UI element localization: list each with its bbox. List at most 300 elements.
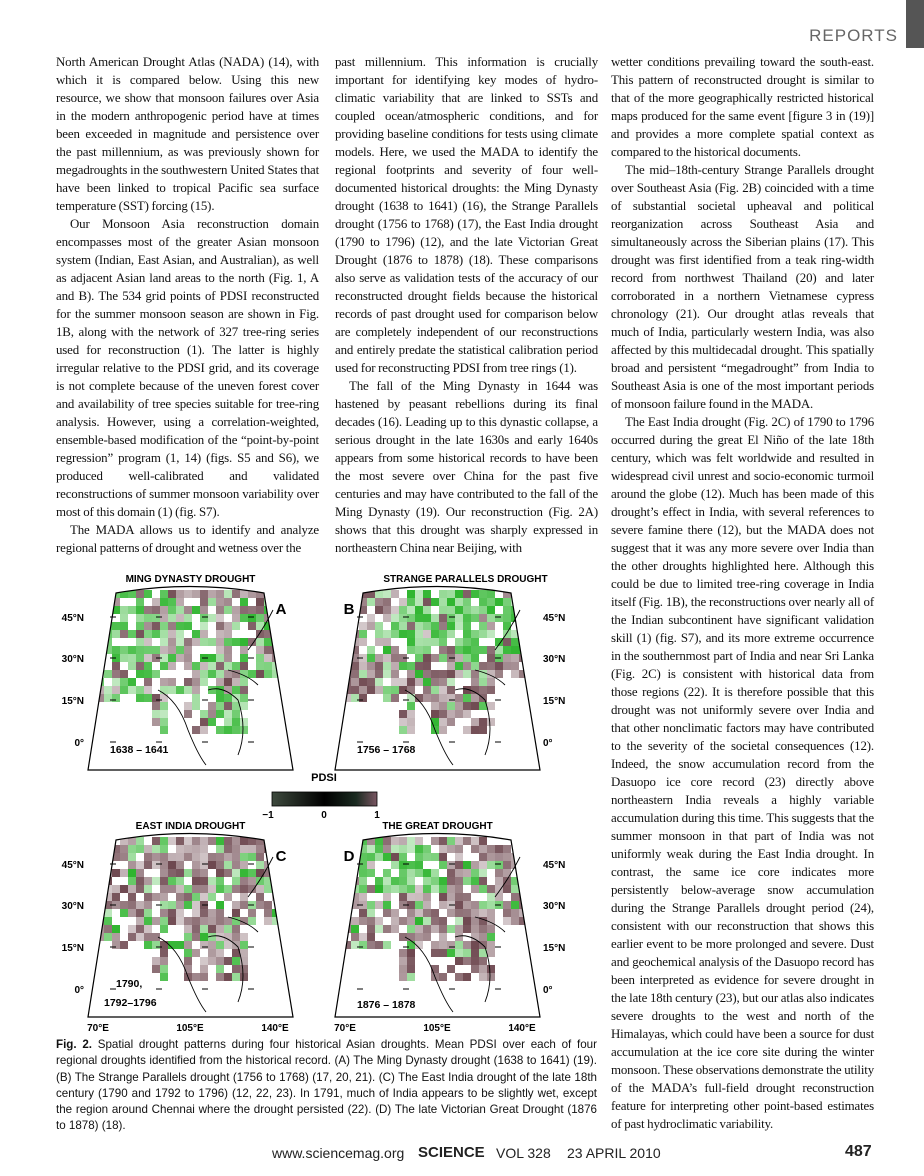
pdsi-cell [439, 925, 447, 933]
pdsi-cell [224, 973, 232, 981]
pdsi-cell [455, 598, 463, 606]
pdsi-cell [96, 837, 104, 845]
pdsi-cell [128, 845, 136, 853]
pdsi-cell [288, 885, 296, 893]
pdsi-cell [184, 614, 192, 622]
pdsi-cell [160, 965, 168, 973]
pdsi-cell [415, 678, 423, 686]
pdsi-cell [168, 869, 176, 877]
pdsi-cell [415, 901, 423, 909]
pdsi-cell [343, 654, 351, 662]
pdsi-cell [216, 702, 224, 710]
pdsi-cell [487, 933, 495, 941]
pdsi-cell [200, 853, 208, 861]
pdsi-cell [96, 630, 104, 638]
panel-letter: C [275, 848, 287, 865]
pdsi-cell [367, 901, 375, 909]
pdsi-cell [144, 917, 152, 925]
pdsi-cell [391, 590, 399, 598]
pdsi-cell [527, 606, 535, 614]
pdsi-cell [439, 630, 447, 638]
pdsi-cell [471, 869, 479, 877]
pdsi-cell [280, 837, 288, 845]
pdsi-cell [375, 630, 383, 638]
pdsi-cell [184, 702, 192, 710]
pdsi-cell [232, 678, 240, 686]
pdsi-cell [160, 869, 168, 877]
pdsi-cell [208, 662, 216, 670]
pdsi-cell [216, 606, 224, 614]
pdsi-cell [471, 614, 479, 622]
figure-caption [56, 1037, 597, 1135]
pdsi-cell [224, 837, 232, 845]
pdsi-cell [471, 726, 479, 734]
pdsi-cell [232, 662, 240, 670]
pdsi-cell [375, 678, 383, 686]
pdsi-cell [367, 670, 375, 678]
pdsi-cell [463, 726, 471, 734]
pdsi-cell [431, 702, 439, 710]
pdsi-cell [519, 885, 527, 893]
pdsi-cell [224, 853, 232, 861]
pdsi-cell [375, 654, 383, 662]
pdsi-cell [471, 590, 479, 598]
pdsi-cell [527, 654, 535, 662]
pdsi-cell [479, 925, 487, 933]
pdsi-cell [383, 598, 391, 606]
pdsi-cell [391, 630, 399, 638]
pdsi-cell [431, 694, 439, 702]
pdsi-cell [455, 670, 463, 678]
pdsi-cell [88, 901, 96, 909]
pdsi-cell [176, 845, 184, 853]
pdsi-cell [240, 845, 248, 853]
pdsi-cell [288, 606, 296, 614]
pdsi-cell [375, 670, 383, 678]
latitude-label: 30°N [61, 901, 84, 912]
pdsi-cell [391, 885, 399, 893]
pdsi-cell [176, 590, 184, 598]
pdsi-cell [399, 630, 407, 638]
pdsi-cell [120, 654, 128, 662]
pdsi-cell [447, 622, 455, 630]
pdsi-cell [288, 590, 296, 598]
pdsi-cell [88, 925, 96, 933]
period-label: 1756 – 1768 [357, 744, 416, 756]
pdsi-cell [240, 893, 248, 901]
pdsi-cell [144, 638, 152, 646]
pdsi-cell [511, 893, 519, 901]
pdsi-cell [439, 694, 447, 702]
pdsi-cell [144, 845, 152, 853]
pdsi-cell [112, 662, 120, 670]
pdsi-cell [272, 630, 280, 638]
pdsi-cell [471, 702, 479, 710]
pdsi-cell [535, 869, 543, 877]
pdsi-cell [527, 837, 535, 845]
pdsi-cell [192, 702, 200, 710]
pdsi-cell [439, 973, 447, 981]
pdsi-cell [96, 877, 104, 885]
pdsi-cell [240, 718, 248, 726]
pdsi-cell [280, 909, 288, 917]
pdsi-cell [487, 949, 495, 957]
pdsi-cell [407, 678, 415, 686]
pdsi-cell [176, 909, 184, 917]
period-label: 1792–1796 [104, 997, 157, 1009]
pdsi-cell [232, 973, 240, 981]
pdsi-cell [335, 670, 343, 678]
pdsi-cell [200, 606, 208, 614]
longitude-label: 70°E [334, 1023, 356, 1033]
pdsi-cell [184, 662, 192, 670]
pdsi-cell [232, 638, 240, 646]
pdsi-cell [184, 845, 192, 853]
pdsi-cell [383, 630, 391, 638]
pdsi-cell [463, 638, 471, 646]
pdsi-cell [399, 917, 407, 925]
pdsi-cell [455, 949, 463, 957]
pdsi-cell [192, 726, 200, 734]
pdsi-cell [351, 630, 359, 638]
pdsi-cell [463, 901, 471, 909]
pdsi-cell [511, 638, 519, 646]
footer-volume: VOL 328 [496, 1145, 551, 1161]
pdsi-cell [439, 678, 447, 686]
pdsi-cell [335, 614, 343, 622]
footer-url: www.sciencemag.org [272, 1145, 405, 1161]
pdsi-cell [511, 853, 519, 861]
pdsi-cell [224, 678, 232, 686]
pdsi-cell [224, 925, 232, 933]
pdsi-cell [399, 837, 407, 845]
pdsi-cell [455, 654, 463, 662]
latitude-label: 45°N [61, 860, 84, 871]
pdsi-cell [479, 877, 487, 885]
pdsi-cell [535, 853, 543, 861]
colorbar-tick: 1 [374, 810, 380, 821]
pdsi-cell [479, 678, 487, 686]
pdsi-cell [232, 869, 240, 877]
pdsi-cell [160, 686, 168, 694]
pdsi-cell [535, 590, 543, 598]
pdsi-cell [479, 686, 487, 694]
pdsi-cell [383, 901, 391, 909]
pdsi-cell [391, 925, 399, 933]
pdsi-cell [256, 598, 264, 606]
pdsi-cell [487, 973, 495, 981]
pdsi-cell [208, 718, 216, 726]
pdsi-cell [152, 598, 160, 606]
pdsi-cell [288, 869, 296, 877]
pdsi-cell [415, 853, 423, 861]
pdsi-cell [447, 678, 455, 686]
pdsi-cell [463, 861, 471, 869]
pdsi-cell [447, 718, 455, 726]
pdsi-cell [104, 917, 112, 925]
longitude-label: 140°E [261, 1023, 289, 1033]
pdsi-cell [487, 622, 495, 630]
pdsi-cell [487, 718, 495, 726]
pdsi-cell [288, 893, 296, 901]
pdsi-cell [399, 893, 407, 901]
pdsi-cell [280, 917, 288, 925]
pdsi-cell [535, 614, 543, 622]
pdsi-cell [399, 606, 407, 614]
pdsi-cell [375, 662, 383, 670]
pdsi-cell [216, 941, 224, 949]
pdsi-cell [383, 909, 391, 917]
pdsi-cell [423, 909, 431, 917]
pdsi-cell [168, 853, 176, 861]
pdsi-cell [399, 869, 407, 877]
pdsi-cell [160, 885, 168, 893]
pdsi-cell [471, 718, 479, 726]
pdsi-cell [367, 861, 375, 869]
pdsi-cell [136, 614, 144, 622]
pdsi-cell [335, 694, 343, 702]
pdsi-cell [240, 662, 248, 670]
pdsi-cell [96, 622, 104, 630]
pdsi-cell [168, 590, 176, 598]
pdsi-cell [455, 606, 463, 614]
pdsi-cell [455, 710, 463, 718]
pdsi-cell [487, 925, 495, 933]
pdsi-cell [192, 861, 200, 869]
pdsi-cell [391, 917, 399, 925]
pdsi-cell [224, 718, 232, 726]
paragraph: The MADA allows us to identify and analyze regional patterns of drought and wetness over the [56, 523, 319, 555]
pdsi-cell [216, 694, 224, 702]
text-column-2 [335, 53, 598, 557]
pdsi-cell [208, 925, 216, 933]
pdsi-cell [463, 590, 471, 598]
pdsi-cell [423, 925, 431, 933]
pdsi-cell [216, 901, 224, 909]
pdsi-cell [383, 654, 391, 662]
pdsi-cell [168, 646, 176, 654]
paragraph: North American Drought Atlas (NADA) (14), with which it is compared below. Using this new resource, we show that monsoon failures over Asia in the modern anthropogenic period have at times been exceeded in magnitude and persistence over the past millennium, as was previously shown for megadroughts in the southwestern United States that have been linked to tropical Pacific sea surface temperature (SST) forcing (15). [56, 55, 319, 213]
pdsi-cell [200, 973, 208, 981]
pdsi-cell [439, 654, 447, 662]
pdsi-cell [176, 654, 184, 662]
pdsi-cell [455, 622, 463, 630]
pdsi-cell [216, 973, 224, 981]
pdsi-cell [192, 973, 200, 981]
pdsi-cell [407, 638, 415, 646]
pdsi-cell [423, 614, 431, 622]
pdsi-cell [264, 869, 272, 877]
pdsi-cell [120, 901, 128, 909]
pdsi-cell [128, 893, 136, 901]
pdsi-cell [224, 710, 232, 718]
pdsi-cell [335, 638, 343, 646]
pdsi-cell [519, 670, 527, 678]
pdsi-cell [343, 909, 351, 917]
pdsi-cell [184, 869, 192, 877]
pdsi-cell [439, 901, 447, 909]
pdsi-cell [447, 869, 455, 877]
pdsi-cell [479, 837, 487, 845]
pdsi-cell [88, 941, 96, 949]
pdsi-cell [168, 654, 176, 662]
pdsi-cell [280, 590, 288, 598]
pdsi-cell [224, 702, 232, 710]
pdsi-cell [431, 837, 439, 845]
pdsi-cell [407, 598, 415, 606]
pdsi-cell [136, 694, 144, 702]
pdsi-cell [224, 638, 232, 646]
pdsi-cell [487, 885, 495, 893]
pdsi-cell [232, 686, 240, 694]
pdsi-cell [479, 718, 487, 726]
pdsi-cell [272, 654, 280, 662]
pdsi-cell [447, 877, 455, 885]
pdsi-cell [471, 949, 479, 957]
pdsi-cell [232, 965, 240, 973]
pdsi-cell [487, 702, 495, 710]
pdsi-cell [240, 590, 248, 598]
pdsi-cell [192, 869, 200, 877]
pdsi-cell [280, 630, 288, 638]
pdsi-cell [272, 670, 280, 678]
pdsi-cell [439, 598, 447, 606]
pdsi-cell [391, 606, 399, 614]
pdsi-cell [447, 925, 455, 933]
pdsi-cell [471, 957, 479, 965]
pdsi-cell [192, 925, 200, 933]
pdsi-cell [479, 598, 487, 606]
pdsi-cell [511, 917, 519, 925]
pdsi-cell [160, 893, 168, 901]
pdsi-cell [471, 662, 479, 670]
pdsi-cell [168, 678, 176, 686]
pdsi-cell [288, 877, 296, 885]
pdsi-cell [455, 853, 463, 861]
pdsi-cell [208, 853, 216, 861]
pdsi-cell [439, 885, 447, 893]
pdsi-cell [335, 877, 343, 885]
pdsi-cell [479, 869, 487, 877]
pdsi-cell [503, 845, 511, 853]
pdsi-cell [495, 598, 503, 606]
pdsi-cell [280, 901, 288, 909]
pdsi-cell [184, 606, 192, 614]
pdsi-cell [391, 845, 399, 853]
pdsi-cell [495, 861, 503, 869]
pdsi-cell [407, 845, 415, 853]
pdsi-cell [447, 861, 455, 869]
pdsi-cell [375, 901, 383, 909]
pdsi-cell [136, 670, 144, 678]
pdsi-cell [431, 686, 439, 694]
pdsi-cell [463, 702, 471, 710]
colorbar-label: PDSI [311, 772, 337, 784]
pdsi-cell [112, 598, 120, 606]
pdsi-cell [168, 861, 176, 869]
pdsi-cell [511, 885, 519, 893]
pdsi-cell [471, 877, 479, 885]
pdsi-cell [168, 598, 176, 606]
pdsi-cell [367, 925, 375, 933]
pdsi-cell [439, 845, 447, 853]
pdsi-cell [487, 893, 495, 901]
pdsi-cell [152, 614, 160, 622]
pdsi-cell [439, 933, 447, 941]
latitude-label: 0° [543, 738, 553, 749]
pdsi-cell [160, 973, 168, 981]
pdsi-cell [407, 686, 415, 694]
pdsi-cell [264, 901, 272, 909]
pdsi-cell [487, 606, 495, 614]
pdsi-cell [152, 845, 160, 853]
pdsi-cell [240, 694, 248, 702]
pdsi-cell [128, 925, 136, 933]
pdsi-cell [439, 622, 447, 630]
pdsi-cell [240, 965, 248, 973]
pdsi-cell [224, 694, 232, 702]
pdsi-cell [160, 606, 168, 614]
pdsi-cell [479, 885, 487, 893]
pdsi-cell [423, 686, 431, 694]
pdsi-cell [88, 837, 96, 845]
pdsi-cell [88, 670, 96, 678]
pdsi-cell [463, 893, 471, 901]
pdsi-cell [160, 590, 168, 598]
pdsi-cell [447, 670, 455, 678]
pdsi-cell [407, 710, 415, 718]
pdsi-cell [232, 710, 240, 718]
pdsi-cell [136, 845, 144, 853]
pdsi-cell [120, 646, 128, 654]
pdsi-cell [503, 598, 511, 606]
pdsi-cell [367, 622, 375, 630]
pdsi-cell [288, 614, 296, 622]
pdsi-cell [208, 614, 216, 622]
pdsi-cell [184, 646, 192, 654]
pdsi-cell [471, 885, 479, 893]
latitude-label: 30°N [543, 901, 566, 912]
pdsi-cell [439, 614, 447, 622]
pdsi-cell [208, 893, 216, 901]
pdsi-cell [192, 885, 200, 893]
pdsi-cell [184, 925, 192, 933]
pdsi-cell [240, 686, 248, 694]
pdsi-cell [240, 877, 248, 885]
pdsi-cell [160, 614, 168, 622]
pdsi-cell [144, 925, 152, 933]
pdsi-cell [399, 710, 407, 718]
pdsi-cell [272, 622, 280, 630]
pdsi-cell [288, 598, 296, 606]
pdsi-cell [519, 614, 527, 622]
pdsi-cell [96, 638, 104, 646]
period-label: 1790, [116, 978, 143, 990]
pdsi-cell [447, 630, 455, 638]
pdsi-cell [232, 901, 240, 909]
pdsi-cell [383, 941, 391, 949]
pdsi-cell [351, 877, 359, 885]
pdsi-cell [224, 630, 232, 638]
pdsi-cell [144, 853, 152, 861]
pdsi-cell [463, 622, 471, 630]
pdsi-cell [383, 694, 391, 702]
pdsi-cell [463, 646, 471, 654]
pdsi-cell [447, 949, 455, 957]
pdsi-cell [351, 933, 359, 941]
pdsi-cell [200, 598, 208, 606]
pdsi-cell [256, 654, 264, 662]
